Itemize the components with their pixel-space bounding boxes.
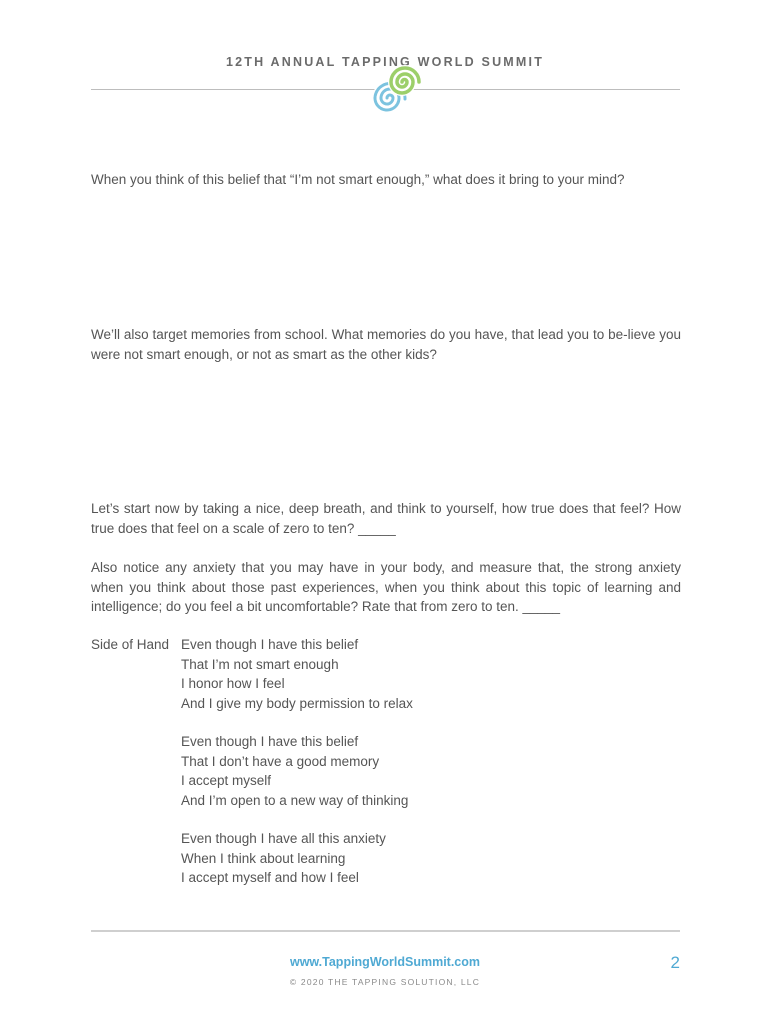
- stanza-line: When I think about learning: [181, 850, 346, 866]
- stanza-line: Even though I have this belief: [181, 637, 359, 652]
- summit-title: 12TH ANNUAL TAPPING WORLD SUMMIT: [225, 55, 545, 69]
- question-belief: When you think of this belief that “I’m not smart enough,” what does it bring to your mind?: [91, 172, 625, 187]
- copyright-notice: © 2020 THE TAPPING SOLUTION, LLC: [289, 977, 481, 987]
- page-number: 2: [670, 953, 680, 972]
- question-school-memories: We’ll also target memories from school. What memories do you have, that lead you to be-lieve you were not smart enough, or not as smart as the other kids?: [91, 327, 681, 362]
- stanza-line: I accept myself: [181, 773, 272, 788]
- stanza-line: Even though I have this belief: [181, 734, 359, 749]
- instruction-rate-belief: Let’s start now by taking a nice, deep breath, and think to yourself, how true does that feel? How true does that feel on a scale of zero to ten? _____: [91, 501, 681, 536]
- tapping-point-label: Side of Hand: [91, 637, 170, 652]
- swirl-logo-icon: [355, 58, 425, 122]
- footer-divider: [91, 930, 680, 932]
- setup-stanza: [181, 732, 408, 810]
- instruction-rate-anxiety: Also notice any anxiety that you may have in your body, and measure that, the strong anxiety when you think about those past experiences, when you think about this topic of learning and intelligence; do you feel a bit uncomfortable? Rate that from zero to ten. _____: [91, 560, 681, 614]
- website-link[interactable]: www.TappingWorldSummit.com: [289, 955, 481, 969]
- stanza-line: Even though I have all this anxiety: [181, 831, 386, 846]
- stanza-line: I accept myself and how I feel: [181, 870, 359, 885]
- setup-stanza: [181, 635, 413, 713]
- stanza-line: That I don’t have a good memory: [181, 753, 380, 769]
- setup-stanza: [181, 829, 386, 888]
- stanza-line: And I give my body permission to relax: [181, 695, 413, 711]
- stanza-line: And I’m open to a new way of thinking: [181, 792, 409, 808]
- stanza-line: I honor how I feel: [181, 676, 285, 691]
- stanza-line: That I’m not smart enough: [181, 656, 339, 672]
